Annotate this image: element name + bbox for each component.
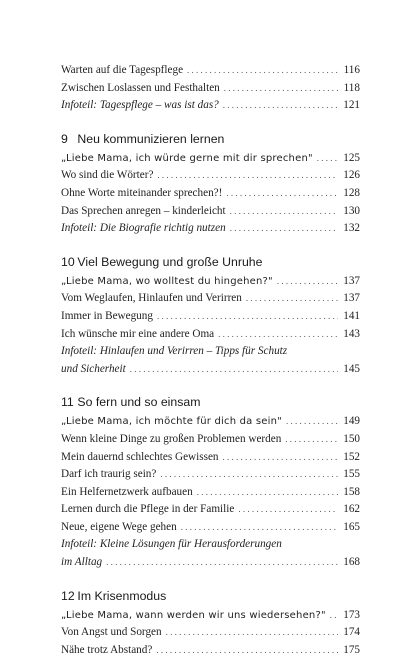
leader-dots [246, 290, 338, 308]
table-of-contents [61, 62, 360, 659]
entry-title: Wenn kleine Dinge zu großen Problemen werden [61, 432, 282, 445]
entry-title: Wo sind die Wörter? [61, 169, 154, 182]
page-number: 121 [343, 99, 360, 112]
page-number: 137 [343, 292, 360, 305]
chapter-number: 11 [61, 395, 74, 410]
chapter-title: So fern und so einsam [77, 395, 201, 410]
page-number: 165 [343, 520, 360, 533]
entry-title: Infoteil: Tagespflege – was ist das? [61, 99, 219, 112]
leader-dots [317, 150, 338, 168]
toc-entry [61, 185, 360, 203]
toc-entry [61, 484, 360, 502]
leader-dots [223, 97, 338, 115]
page-number: 116 [343, 64, 360, 76]
entry-title: Ohne Worte miteinander sprechen?! [61, 186, 223, 199]
chapter-heading-12 [61, 587, 360, 605]
page-number: 173 [343, 608, 360, 621]
toc-entry-letter [61, 607, 360, 625]
leader-dots [166, 624, 338, 642]
entry-title: und Sicherheit [61, 362, 126, 375]
entry-title: Zwischen Loslassen und Festhalten [61, 81, 220, 94]
entry-title: Infoteil: Die Biografie richtig nutzen [61, 222, 226, 235]
chapter-heading-11 [61, 393, 360, 411]
toc-entry [61, 80, 360, 98]
entry-title: Infoteil: Kleine Lösungen für Herausforderungen [61, 538, 282, 551]
leader-dots [230, 220, 338, 238]
chapter-number: 9 [61, 131, 68, 146]
page-number: 137 [343, 274, 360, 287]
entry-title: „Liebe Mama, ich möchte für dich da sein" [61, 416, 282, 428]
toc-entry [61, 308, 360, 326]
leader-dots [285, 431, 338, 449]
toc-entry [61, 431, 360, 449]
leader-dots [330, 607, 338, 625]
toc-entry [61, 501, 360, 519]
toc-entry [61, 642, 360, 659]
toc-entry [61, 449, 360, 467]
chapter-number: 12 [61, 588, 75, 603]
leader-dots [226, 185, 338, 203]
toc-entry [61, 624, 360, 642]
chapter-heading-10 [61, 253, 360, 271]
toc-block-0 [61, 62, 360, 115]
entry-title: Das Sprechen anregen – kinderleicht [61, 204, 226, 217]
leader-dots [197, 484, 338, 502]
leader-dots [157, 167, 338, 185]
leader-dots [160, 466, 338, 484]
chapter-number: 10 [61, 254, 75, 269]
page-number: 118 [343, 81, 360, 94]
toc-entry [61, 519, 360, 537]
leader-dots [157, 308, 338, 326]
leader-dots [187, 62, 338, 80]
leader-dots [106, 554, 338, 572]
entry-title: Darf ich traurig sein? [61, 468, 157, 481]
toc-entry [61, 62, 360, 80]
page-number: 143 [343, 327, 360, 340]
page-number: 158 [343, 485, 360, 498]
entry-title: „Liebe Mama, wann werden wir uns wiedersehen?" [61, 609, 326, 621]
toc-entry [61, 167, 360, 185]
entry-title: Von Angst und Sorgen [61, 626, 162, 639]
toc-entry-info-line1 [61, 343, 360, 361]
entry-title: „Liebe Mama, ich würde gerne mit dir sprechen" [61, 152, 313, 164]
page-number: 130 [343, 204, 360, 217]
toc-entry [61, 466, 360, 484]
entry-title: Neue, eigene Wege gehen [61, 520, 177, 533]
page-number: 168 [343, 556, 360, 569]
page-number: 126 [343, 169, 360, 182]
entry-title: „Liebe Mama, wo wolltest du hingehen?" [61, 275, 273, 287]
page-number: 128 [343, 186, 360, 199]
page-number: 155 [343, 468, 360, 481]
leader-dots [277, 273, 338, 291]
toc-entry-info [61, 97, 360, 115]
page-number: 141 [343, 309, 360, 322]
toc-entry [61, 203, 360, 221]
page-number: 152 [343, 450, 360, 463]
entry-title: Ein Helfernetzwerk aufbauen [61, 485, 193, 498]
page-number: 149 [343, 415, 360, 428]
entry-title: Infoteil: Hinlaufen und Verirren – Tipps für Schutz [61, 345, 288, 358]
chapter-heading-9 [61, 130, 360, 148]
entry-title: Ich wünsche mir eine andere Oma [61, 327, 215, 340]
entry-title: Lernen durch die Pflege in der Familie [61, 503, 235, 516]
toc-entry-info-line2 [61, 361, 360, 379]
toc-entry-info [61, 220, 360, 238]
entry-title: Warten auf die Tagespflege [61, 64, 184, 76]
page-number: 162 [343, 503, 360, 516]
page-number: 150 [343, 432, 360, 445]
toc-entry-letter [61, 150, 360, 168]
page-number: 145 [343, 362, 360, 375]
toc-entry-letter [61, 273, 360, 291]
leader-dots [181, 519, 338, 537]
page-number: 174 [343, 626, 360, 639]
leader-dots [230, 203, 338, 221]
entry-title: Vom Weglaufen, Hinlaufen und Verirren [61, 292, 242, 305]
leader-dots [130, 361, 338, 379]
entry-title: Immer in Bewegung [61, 309, 153, 322]
chapter-title: Neu kommunizieren lernen [77, 131, 225, 146]
leader-dots [286, 413, 338, 431]
chapter-title: Viel Bewegung und große Unruhe [77, 254, 263, 269]
leader-dots [224, 80, 338, 98]
toc-entry-info-line1 [61, 536, 360, 554]
toc-entry-info-line2 [61, 554, 360, 572]
page-number: 132 [343, 222, 360, 235]
leader-dots [223, 449, 338, 467]
toc-entry [61, 326, 360, 344]
entry-title: Nähe trotz Abstand? [61, 643, 153, 656]
entry-title: im Alltag [61, 556, 103, 569]
leader-dots [156, 642, 338, 659]
chapter-title: Im Krisenmodus [77, 588, 167, 603]
leader-dots [218, 326, 338, 344]
leader-dots [238, 501, 338, 519]
page-number: 175 [343, 643, 360, 656]
toc-entry [61, 290, 360, 308]
page-number: 125 [343, 151, 360, 164]
entry-title: Mein dauernd schlechtes Gewissen [61, 450, 219, 463]
toc-entry-letter [61, 413, 360, 431]
